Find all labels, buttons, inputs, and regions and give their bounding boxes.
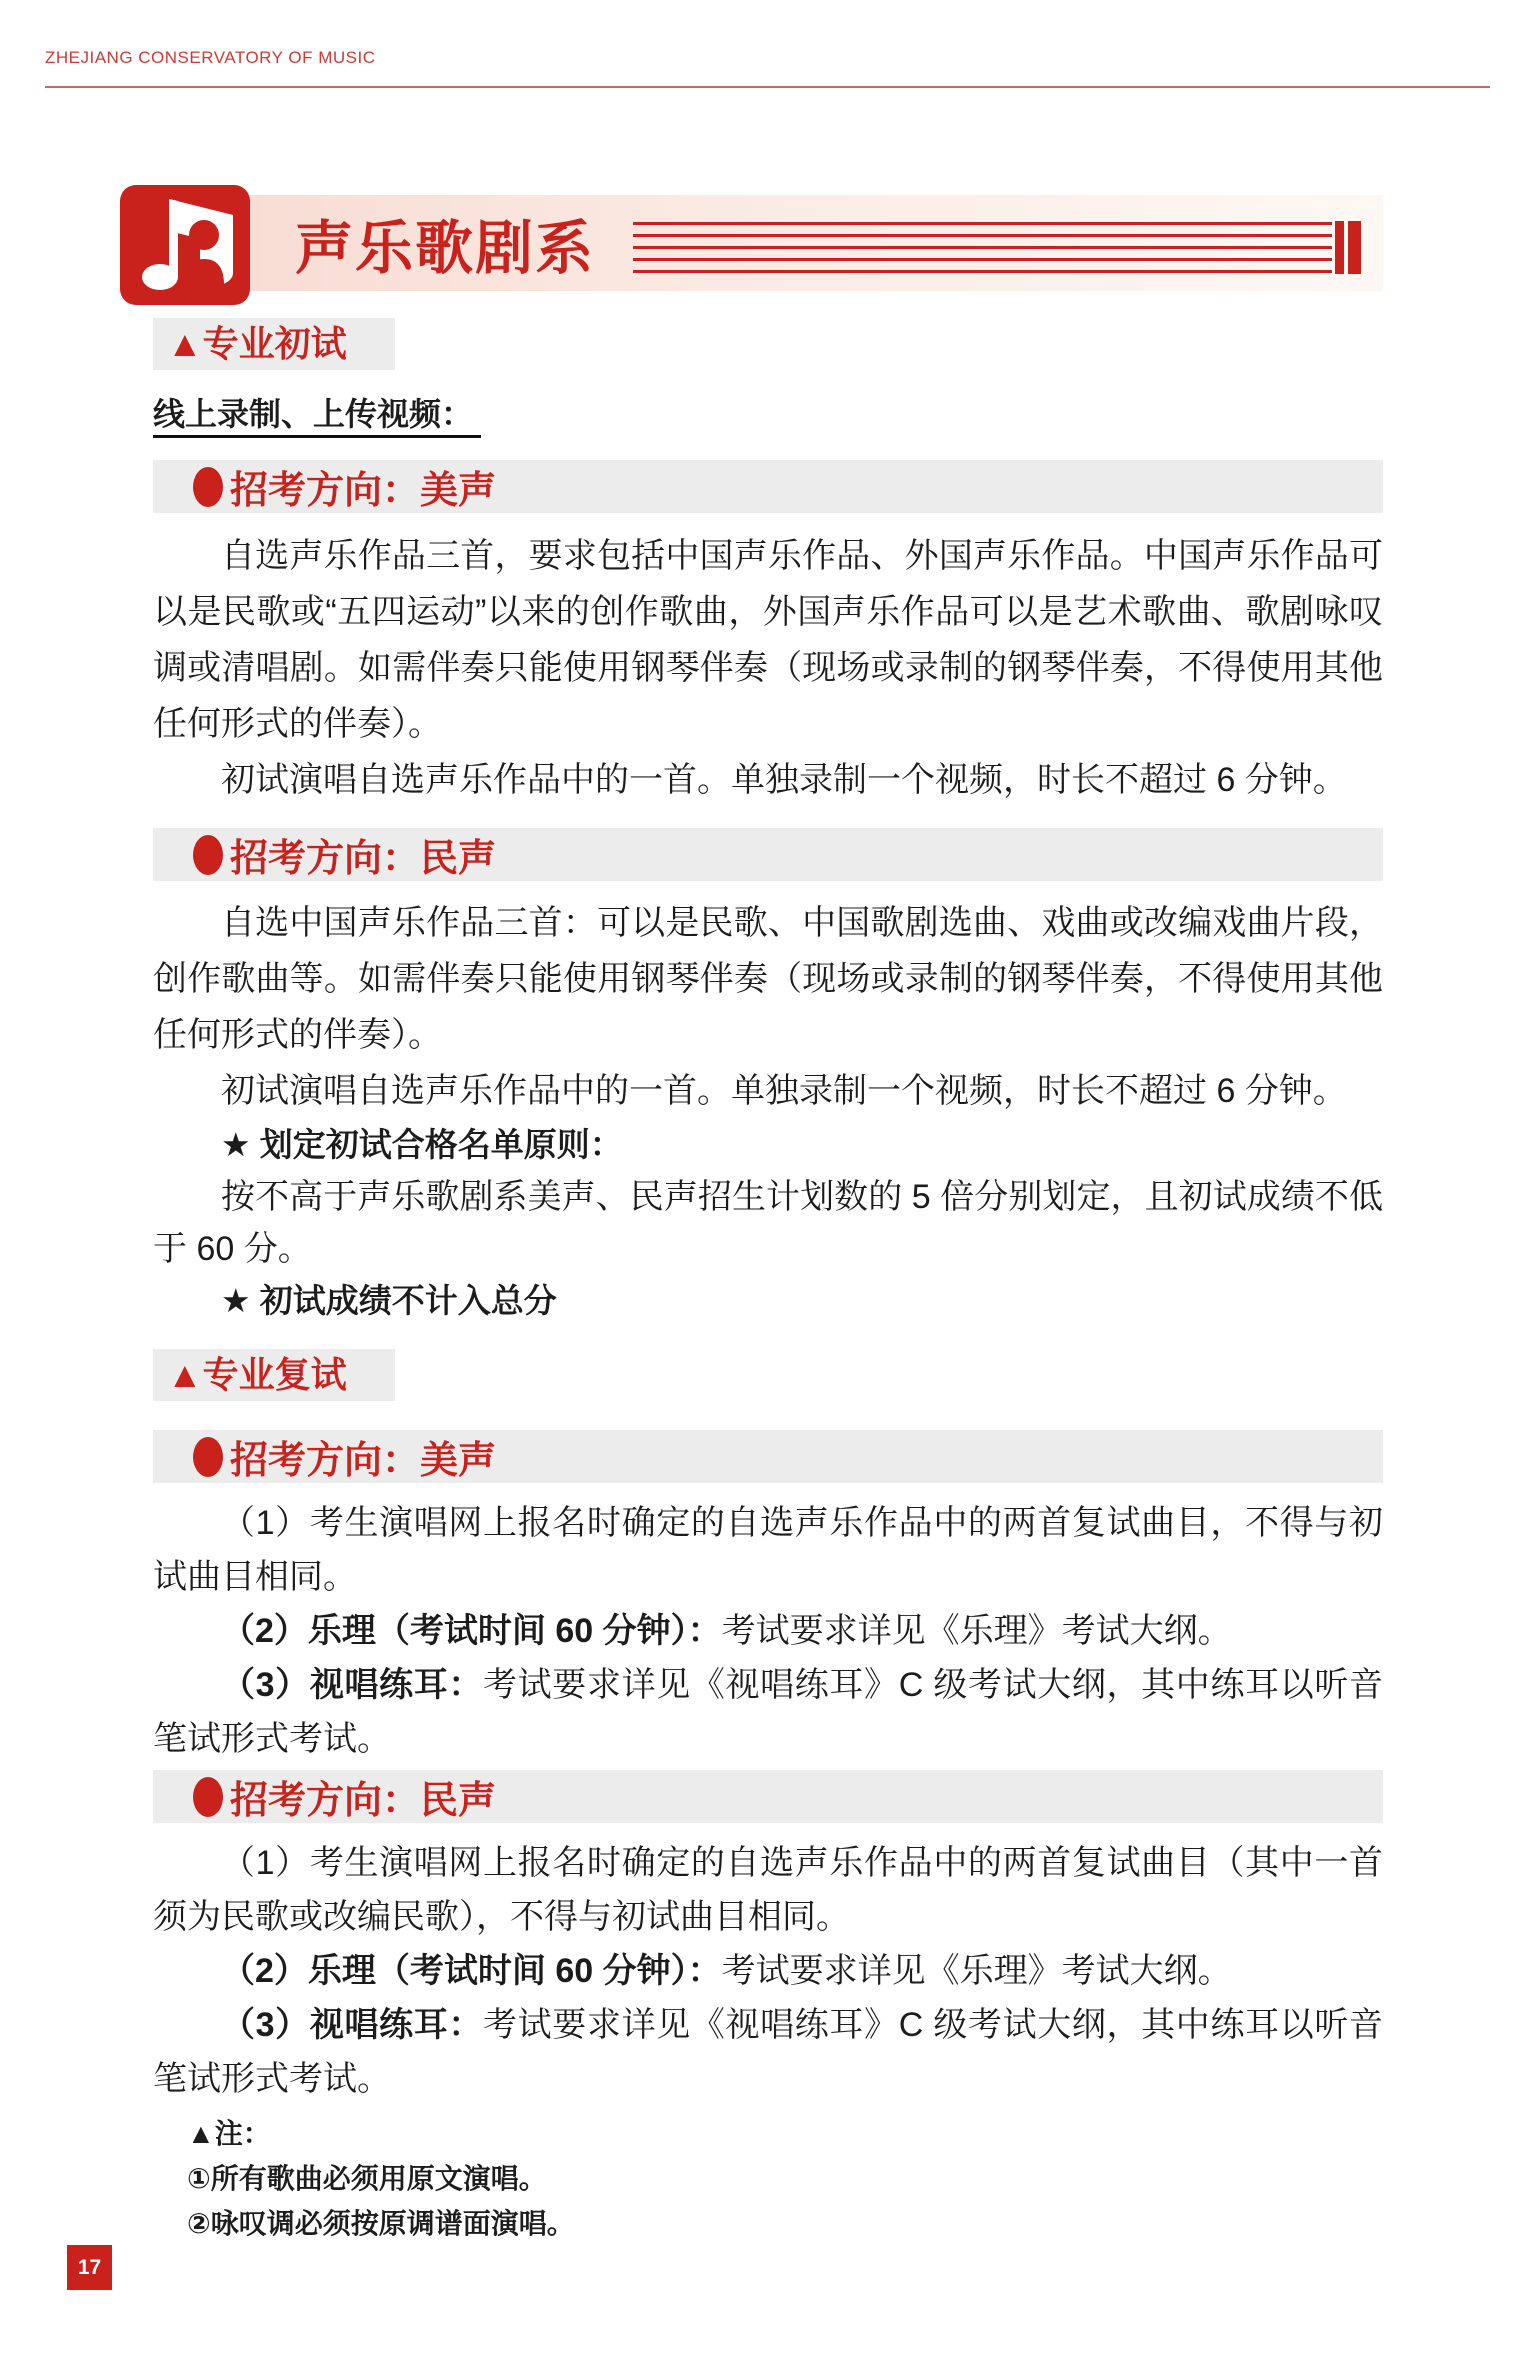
direction-heading-label: 招考方向：民声 (230, 1780, 497, 1822)
belcanto-second-round-item2 (153, 1604, 1383, 1658)
online-upload-note-text: 线上录制、上传视频： (153, 396, 481, 438)
belcanto-second-round-item1: （1）考生演唱网上报名时确定的自选声乐作品中的两首复试曲目，不得与初试曲目相同。 (153, 1504, 1383, 1596)
section-heading-first-round: ▲专业初试 (153, 318, 395, 370)
item3-bold-lead: （3）视唱练耳： (221, 2006, 484, 2044)
item3-bold-lead: （3）视唱练耳： (221, 1666, 484, 1704)
footnote-item: ②咏叹调必须按原调谱面演唱。 (187, 2208, 575, 2239)
direction-heading-folk-first-round (153, 828, 1383, 881)
page-title: 声乐歌剧系 (295, 216, 596, 281)
music-note-icon (120, 185, 250, 305)
section-heading-second-round: ▲专业复试 (153, 1349, 395, 1401)
item2-rest: 考试要求详见《乐理》考试大纲。 (721, 1952, 1232, 1990)
main-content (153, 318, 1383, 2246)
footnote-item: ①所有歌曲必须用原文演唱。 (187, 2163, 547, 2194)
belcanto-second-round-item3 (153, 1658, 1383, 1766)
folk-second-round-item1: （1）考生演唱网上报名时确定的自选声乐作品中的两首复试曲目（其中一首须为民歌或改编民歌），不得与初试曲目相同。 (153, 1844, 1383, 1936)
folk-second-round-item2 (153, 1944, 1383, 1998)
item2-rest: 考试要求详见《乐理》考试大纲。 (721, 1612, 1232, 1650)
belcanto-first-round-paragraph: 自选声乐作品三首，要求包括中国声乐作品、外国声乐作品。中国声乐作品可以是民歌或“五四运动”以来的创作歌曲，外国声乐作品可以是艺术歌曲、歌剧咏叹调或清唱剧。如需伴奏只能使用钢琴伴奏（现场或录制的钢琴伴奏，不得使用其他任何形式的伴奏）。 (153, 537, 1383, 743)
direction-heading-belcanto-second-round (153, 1430, 1383, 1483)
music-staff-lines-icon (633, 222, 1332, 273)
direction-heading-label: 招考方向：美声 (230, 470, 497, 512)
department-banner (120, 185, 1383, 305)
staff-thick-barline-icon (1348, 221, 1361, 274)
staff-thin-barline-icon (1335, 221, 1344, 274)
qualification-rule-body: 按不高于声乐歌剧系美声、民声招生计划数的 5 倍分别划定，且初试成绩不低于 60 分。 (153, 1178, 1383, 1268)
footnote-title: ▲注： (187, 2118, 271, 2149)
folk-first-round-paragraph: 自选中国声乐作品三首：可以是民歌、中国歌剧选曲、戏曲或改编戏曲片段，创作歌曲等。如需伴奏只能使用钢琴伴奏（现场或录制的钢琴伴奏，不得使用其他任何形式的伴奏）。 (153, 904, 1383, 1054)
bullet-dot-icon (193, 1777, 223, 1817)
item3-rest: 考试要求详见《视唱练耳》C 级考试大纲，其中练耳以听音笔试形式考试。 (153, 2006, 1383, 2098)
banner-band (175, 195, 1383, 291)
direction-heading-belcanto-first-round (153, 460, 1383, 513)
qualification-rule-title: ★ 划定初试合格名单原则： (221, 1126, 623, 1163)
folk-second-round-item3 (153, 1998, 1383, 2106)
footnotes-block (153, 2111, 1383, 2246)
direction-heading-label: 招考方向：美声 (230, 1440, 497, 1482)
page-number: 17 (77, 2255, 102, 2279)
page-number-badge (67, 2245, 112, 2290)
bullet-dot-icon (193, 1437, 223, 1477)
item3-rest: 考试要求详见《视唱练耳》C 级考试大纲，其中练耳以听音笔试形式考试。 (153, 1666, 1383, 1758)
header-divider (45, 86, 1490, 88)
direction-heading-folk-second-round (153, 1770, 1383, 1823)
folk-first-round-video-note: 初试演唱自选声乐作品中的一首。单独录制一个视频，时长不超过 6 分钟。 (221, 1072, 1347, 1110)
belcanto-first-round-video-note: 初试演唱自选声乐作品中的一首。单独录制一个视频，时长不超过 6 分钟。 (221, 761, 1347, 799)
org-name-en: ZHEJIANG CONSERVATORY OF MUSIC (45, 48, 376, 67)
score-not-counted-rule: ★ 初试成绩不计入总分 (221, 1282, 557, 1319)
online-upload-note (153, 392, 1383, 436)
bullet-dot-icon (193, 835, 223, 875)
item2-bold-lead: （2）乐理（考试时间 60 分钟）： (221, 1612, 722, 1650)
item2-bold-lead: （2）乐理（考试时间 60 分钟）： (221, 1952, 722, 1990)
direction-heading-label: 招考方向：民声 (230, 838, 497, 880)
bullet-dot-icon (193, 467, 223, 507)
